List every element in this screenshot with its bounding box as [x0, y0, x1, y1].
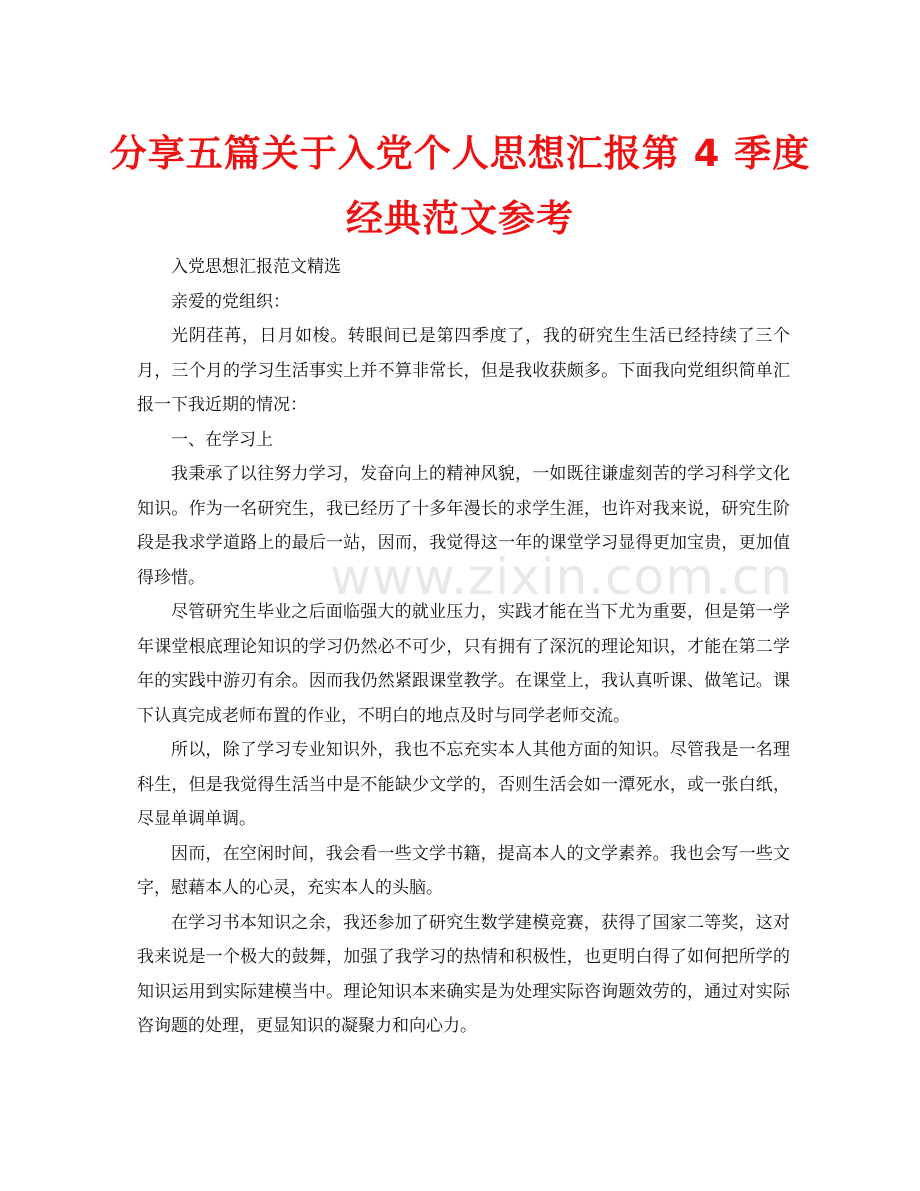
paragraph-study-1: 我秉承了以往努力学习，发奋向上的精神风貌，一如既往谦虚刻苦的学习科学文化知识。作为一名研究生，我已经历了十多年漫长的求学生涯，也许对我来说，研究生阶段是我求学道路上的最后一站，因而，我觉得这一年的课堂学习显得更加宝贵，更加值得珍惜。	[137, 464, 790, 588]
paragraph-salutation: 亲爱的党组织：	[171, 291, 290, 312]
paragraph-study-2: 尽管研究生毕业之后面临强大的就业压力，实践才能在当下尤为重要，但是第一学年课堂根底理论知识的学习仍然必不可少，只有拥有了深沉的理论知识，才能在第二学年的实践中游刃有余。因而我仍然紧跟课堂教学。在课堂上，我认真听课、做笔记。课下认真完成老师布置的作业，不明白的地点及时与同学老师交流。	[137, 602, 790, 726]
paragraph-study-4: 因而，在空闲时间，我会看一些文学书籍，提高本人的文学素养。我也会写一些文字，慰藉本人的心灵，充实本人的头脑。	[137, 843, 790, 898]
section-heading-study: 一、在学习上	[171, 429, 273, 450]
paragraph-intro: 光阴荏苒，日月如梭。转眼间已是第四季度了，我的研究生生活已经持续了三个月，三个月的学习生活事实上并不算非常长，但是我收获颇多。下面我向党组织简单汇报一下我近期的情况：	[137, 326, 790, 415]
document-body	[137, 250, 790, 1044]
paragraph-subtitle: 入党思想汇报范文精选	[171, 257, 341, 277]
paragraph-study-5: 在学习书本知识之余，我还参加了研究生数学建模竞赛，获得了国家二等奖，这对我来说是一个极大的鼓舞，加强了我学习的热情和积极性，也更明白得了如何把所学的知识运用到实际建模当中。理论知识本来确实是为处理实际咨询题效劳的，通过对实际咨询题的处理，更显知识的凝聚力和向心力。	[137, 912, 790, 1036]
paragraph-study-3: 所以，除了学习专业知识外，我也不忘充实本人其他方面的知识。尽管我是一名理科生，但是我觉得生活当中是不能缺少文学的，否则生活会如一潭死水，或一张白纸，尽显单调单调。	[137, 740, 790, 829]
watermark: www.zixin.com.cn	[330, 548, 794, 606]
document-title-line-2: 经典范文参考	[346, 197, 574, 240]
document-title-line-1: 分享五篇关于入党个人思想汇报第 4 季度	[109, 132, 811, 175]
